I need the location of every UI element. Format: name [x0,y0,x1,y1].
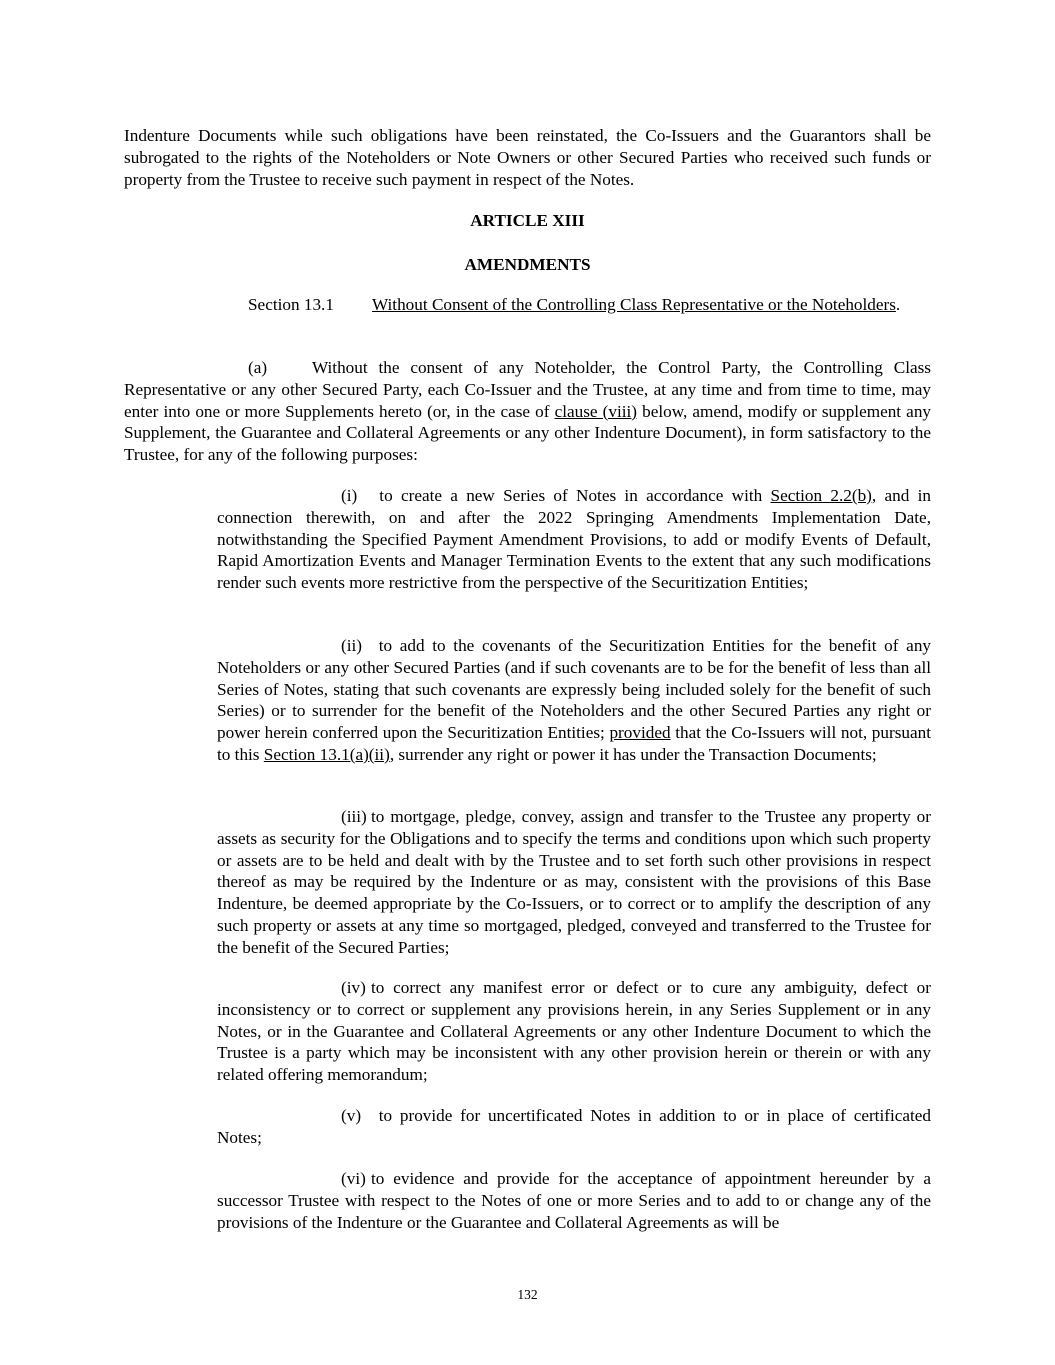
item-i-label: (i) [341,486,358,505]
item-ii-ref: Section 13.1(a)(ii) [263,744,390,764]
item-vi [217,1168,931,1233]
item-iii [217,806,931,959]
item-iv-text: to correct any manifest error or defect or to cure any ambiguity, defect or inconsistency or to correct or supplement any provisions herein, in any Series Supplement or in any Notes, or in the Guarantee and Collateral Agreements or any other Indenture Document to which the Trustee is a party which may be inconsistent with any other provision herein or therein or with any related offering memorandum; [217,978,931,1085]
section-number: Section 13.1 [248,295,334,314]
item-ii [217,635,931,766]
item-vi-label: (vi) [341,1169,366,1188]
item-v [217,1105,931,1149]
section-title: Without Consent of the Controlling Class Representative or the Noteholders [372,295,896,314]
item-iii-text: to mortgage, pledge, convey, assign and transfer to the Trustee any property or assets as security for the Obligations and to specify the terms and conditions upon which such property or assets are to be held and dealt with by the Trustee and to set forth such other provisions in respect thereof as may be required by the Indenture or as may, consistent with the provisions of this Base Indenture, be deemed appropriate by the Co-Issuers, or to correct or to amplify the description of any such property or assets at any time so mortgaged, pledged, conveyed and transferred to the Trustee for the benefit of the Secured Parties; [217,807,931,957]
item-ii-label: (ii) [341,636,362,655]
clause-a-text-1: Without the consent of any Noteholder, the Control Party, the Controlling Class Representative or any other Secured Party, each Co-Issuer and the Trustee, at any time and from time to time, may enter into one or more Supplements hereto (or, in the case of [124,358,931,421]
item-ii-text-1: to add to the covenants of the Securitization Entities for the benefit of any Noteholders or any other Secured Parties (and if such covenants are to be for the benefit of less than all Series of Notes, stating that such covenants are expressly being included solely for the benefit of such Series) or to surrender for the benefit of the Noteholders and the other Secured Parties any right or power herein conferred upon the Securitization Entities; [217,636,931,743]
intro-paragraph-text: Indenture Documents while such obligations have been reinstated, the Co-Issuers and the Guarantors shall be subrogated to the rights of the Noteholders or Note Owners or other Secured Parties who received such funds or property from the Trustee to receive such payment in respect of the Notes. [124,126,931,189]
item-ii-text-3: , surrender any right or power it has under the Transaction Documents; [389,744,877,764]
intro-paragraph [124,125,931,190]
item-i-ref: Section 2.2(b) [770,486,872,505]
clause-a-text-2: below, amend, modify or supplement any Supplement, the Guarantee and Collateral Agreements or any other Indenture Document), in form satisfactory to the Trustee, for any of the following purposes: [124,401,932,465]
clause-a [124,357,931,466]
item-ii-provided: provided [609,723,671,743]
section-heading [124,294,931,316]
clause-a-ref: clause (viii) [554,401,637,421]
item-iv [217,977,931,1086]
item-v-text: to provide for uncertificated Notes in addition to or in place of certificated Notes; [217,1106,931,1147]
item-ii-text-2: that the Co-Issuers will not, pursuant to this [217,723,931,764]
item-i-text-2: , and in connection therewith, on and after the 2022 Springing Amendments Implementation Date, notwithstanding the Specified Payment Amendment Provisions, to add or modify Events of Default, Rapid Amortization Events and Manager Termination Events to the extent that any such modifications render such events more restrictive from the perspective of the Securitization Entities; [217,486,931,593]
item-iv-label: (iv) [341,978,366,997]
item-i [217,485,931,594]
item-v-label: (v) [341,1106,362,1125]
section-end-punct: . [895,295,901,314]
item-i-text-1: to create a new Series of Notes in accordance with [379,486,771,505]
page-number: 132 [517,1287,538,1302]
article-number: ARTICLE XIII [470,211,585,230]
item-vi-text: to evidence and provide for the acceptance of appointment hereunder by a successor Trustee with respect to the Notes of one or more Series and to add to or change any of the provisions of the Indenture or the Guarantee and Collateral Agreements as will be [217,1169,931,1232]
item-iii-label: (iii) [341,807,367,826]
article-title: AMENDMENTS [464,255,591,274]
clause-a-label: (a) [248,358,268,377]
